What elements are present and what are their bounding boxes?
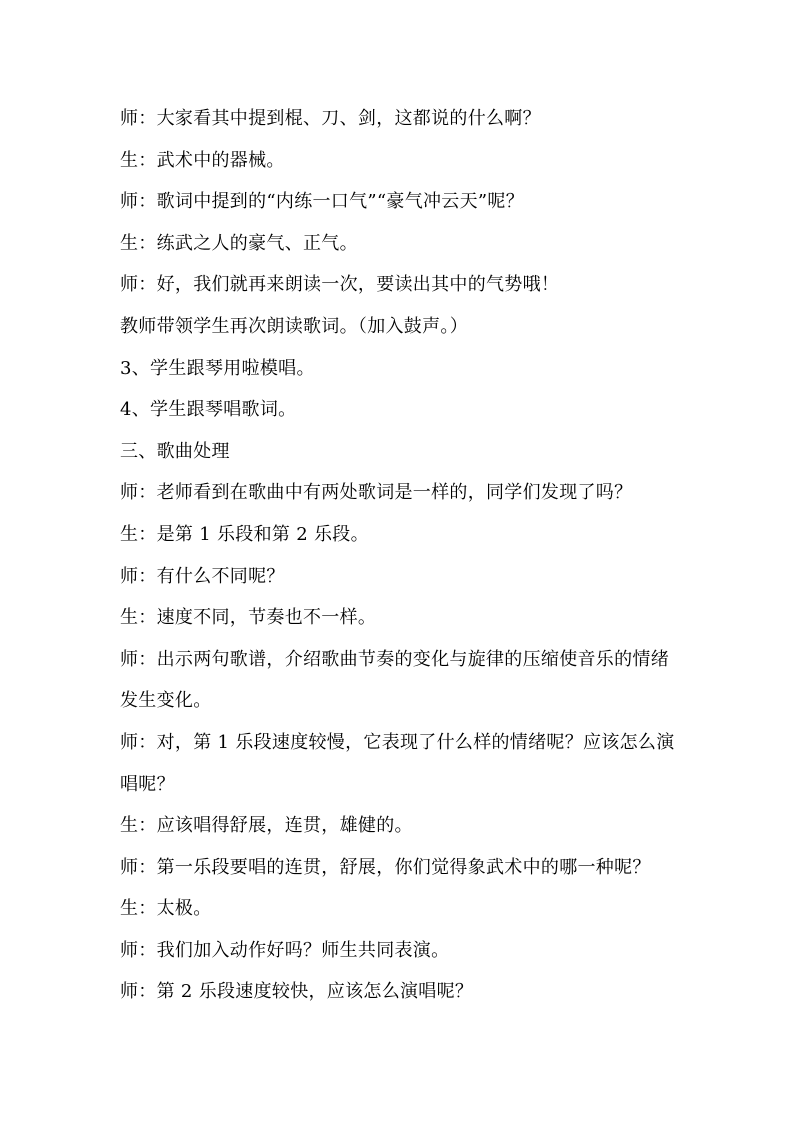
text-line: 发生变化。 — [120, 690, 212, 712]
text-line: 生：武术中的器械。 — [120, 149, 285, 171]
text-line: 生：太极。 — [120, 898, 212, 920]
text-line: 3、学生跟琴用啦模唱。 — [120, 357, 315, 379]
text-line: 师：我们加入动作好吗？师生共同表演。 — [120, 939, 450, 961]
text-line: 教师带领学生再次朗读歌词。（加入鼓声。） — [120, 315, 468, 337]
text-line: 生：练武之人的豪气、正气。 — [120, 232, 358, 254]
text-line: 生：速度不同，节奏也不一样。 — [120, 607, 377, 629]
text-line: 师：歌词中提到的“内练一口气”“豪气冲云天”呢？ — [120, 191, 525, 213]
text-line: 师：对，第 1 乐段速度较慢，它表现了什么样的情绪呢？应该怎么演 — [120, 731, 675, 753]
document-body — [120, 98, 680, 1013]
text-line: 生：是第 1 乐段和第 2 乐段。 — [120, 523, 369, 545]
text-line: 师：有什么不同呢？ — [120, 565, 285, 587]
section-heading: 三、歌曲处理 — [120, 440, 230, 462]
text-line: 生：应该唱得舒展，连贯，雄健的。 — [120, 815, 413, 837]
text-line: 师：大家看其中提到棍、刀、剑，这都说的什么啊？ — [120, 108, 541, 129]
text-line: 师：第一乐段要唱的连贯，舒展，你们觉得象武术中的哪一种呢？ — [120, 856, 651, 878]
text-line: 4、学生跟琴唱歌词。 — [120, 399, 297, 421]
text-line: 师：出示两句歌谱，介绍歌曲节奏的变化与旋律的压缩使音乐的情绪 — [120, 648, 669, 670]
text-line: 唱呢？ — [120, 773, 175, 795]
text-line: 师：好，我们就再来朗读一次，要读出其中的气势哦！ — [120, 274, 560, 296]
text-line: 师：第 2 乐段速度较快，应该怎么演唱呢？ — [120, 981, 474, 1003]
text-line: 师：老师看到在歌曲中有两处歌词是一样的，同学们发现了吗？ — [120, 482, 633, 504]
